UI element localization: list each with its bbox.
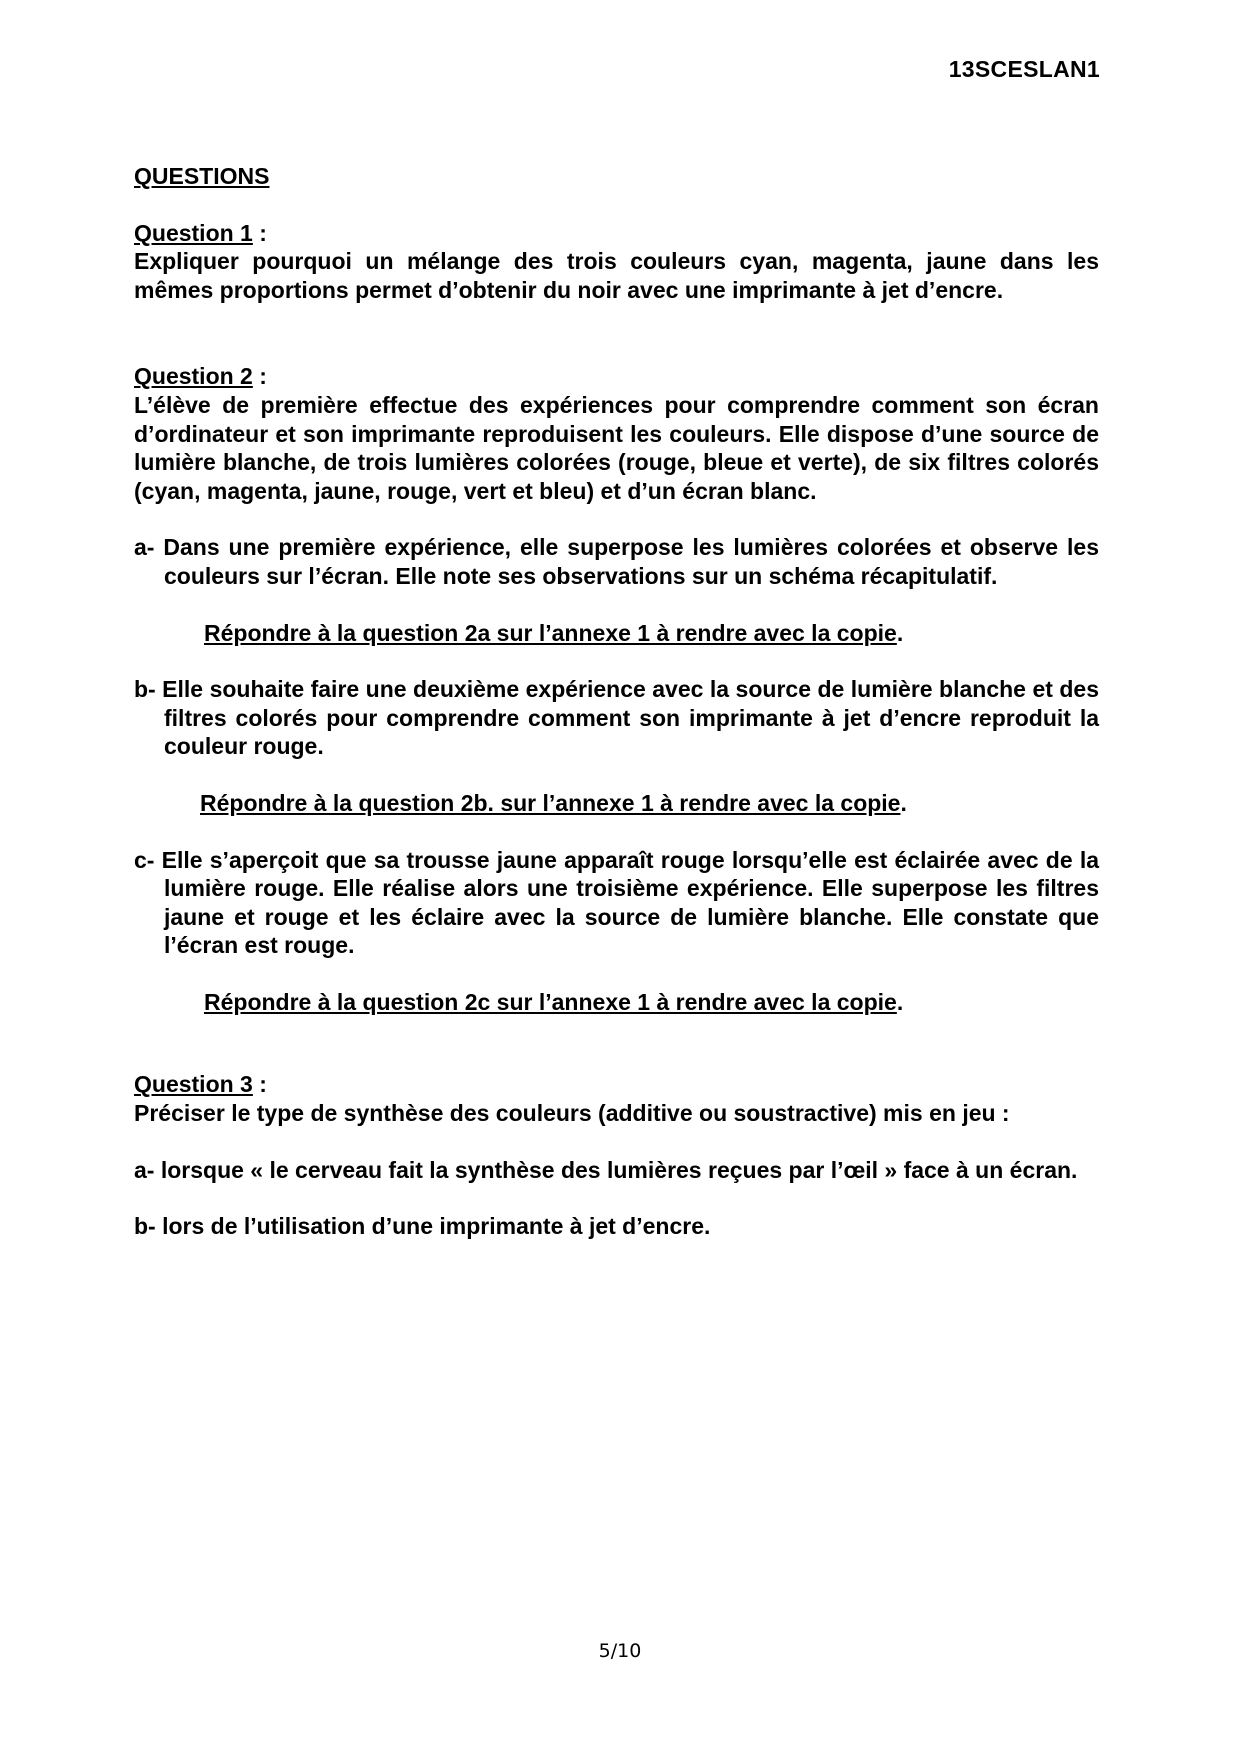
- question-2b-instruction-period: .: [900, 789, 907, 816]
- question-2-colon: :: [252, 363, 267, 390]
- question-3a-text: a- lorsque « le cerveau fait la synthèse des lumières reçues par l’œil » face à un écran.: [134, 1156, 1078, 1183]
- question-2a-instruction-text: Répondre à la question 2a sur l’annexe 1 à rendre avec la copie: [204, 619, 897, 646]
- question-2b-instruction: [134, 789, 1099, 818]
- question-2a-text: a- Dans une première expérience, elle superpose les lumières colorées et observe les couleurs sur l’écran. Elle note ses observations sur un schéma récapitulatif.: [134, 534, 1099, 589]
- question-3-colon: :: [252, 1071, 267, 1098]
- section-title-text: QUESTIONS: [134, 163, 270, 189]
- question-2-label: Question 2: [134, 363, 253, 390]
- question-2-title: [134, 362, 1099, 391]
- question-1-text: Expliquer pourquoi un mélange des trois couleurs cyan, magenta, jaune dans les mêmes proportions permet d’obtenir du noir avec une imprimante à jet d’encre.: [134, 248, 1099, 303]
- question-2-intro: L’élève de première effectue des expériences pour comprendre comment son écran d’ordinateur et son imprimante reproduisent les couleurs. Elle dispose d’une source de lumière blanche, de trois lumières colorées (rouge, bleue et verte), de six filtres colorés (cyan, magenta, jaune, rouge, vert et bleu) et d’un écran blanc.: [134, 391, 1099, 504]
- question-1-title: [134, 219, 1099, 248]
- question-3-text: Préciser le type de synthèse des couleurs (additive ou soustractive) mis en jeu :: [134, 1100, 1010, 1127]
- question-2a-instruction: [134, 619, 1099, 648]
- question-3-title: [134, 1070, 1099, 1099]
- question-1-colon: :: [252, 219, 267, 246]
- section-title: [134, 162, 1099, 191]
- question-2c-instruction-text: Répondre à la question 2c sur l’annexe 1 à rendre avec la copie: [204, 988, 897, 1015]
- question-2a-instruction-period: .: [896, 619, 904, 646]
- page-number: 5/10: [598, 1640, 642, 1662]
- question-2c-text: c- Elle s’aperçoit que sa trousse jaune apparaît rouge lorsqu’elle est éclairée avec de la lumière rouge. Elle réalise alors une troisième expérience. Elle superpose les filtres jaune et rouge et les éclaire avec la source de lumière blanche. Elle constate que l’écran est rouge.: [134, 846, 1099, 959]
- question-2b-text: b- Elle souhaite faire une deuxième expérience avec la source de lumière blanche et des filtres colorés pour comprendre comment son imprimante à jet d’encre reproduit la couleur rouge.: [134, 676, 1099, 760]
- question-3b-text: b- lors de l’utilisation d’une imprimante à jet d’encre.: [134, 1213, 711, 1240]
- questions-content: [134, 162, 1099, 1241]
- question-1-label: Question 1: [134, 219, 253, 246]
- question-3-label: Question 3: [134, 1071, 253, 1098]
- document-code: 13SCESLAN1: [948, 56, 1100, 82]
- question-2c-instruction: [134, 988, 1099, 1017]
- question-2b-instruction-text: Répondre à la question 2b. sur l’annexe 1 à rendre avec la copie: [200, 789, 901, 816]
- question-2c-instruction-period: .: [896, 988, 904, 1015]
